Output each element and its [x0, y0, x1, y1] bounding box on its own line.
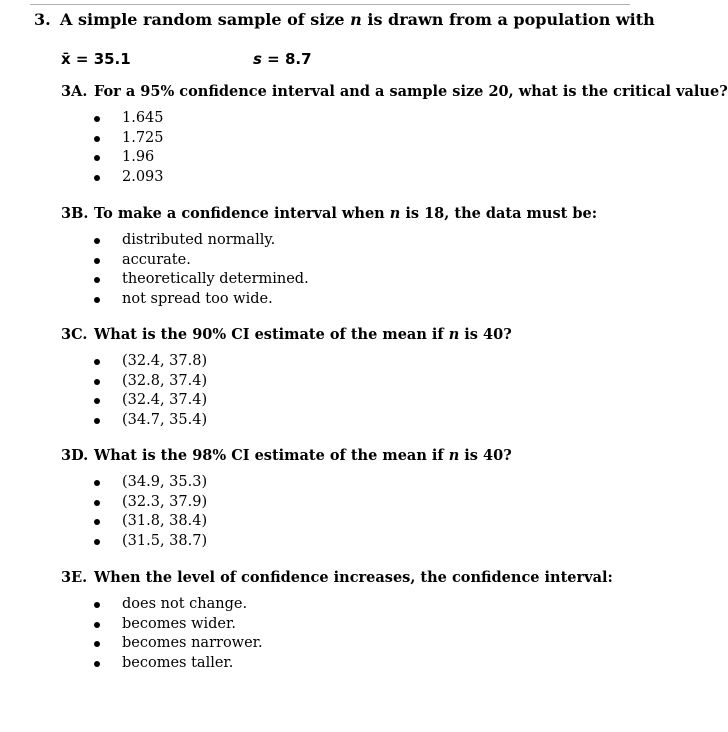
bullet-icon [94, 641, 100, 647]
part-text: To make a confidence interval when [94, 205, 390, 222]
option-text: 1.96 [122, 149, 155, 166]
bullet-icon [94, 175, 100, 181]
option-text: not spread too wide. [122, 291, 273, 308]
question-text-before: A simple random sample of size [60, 10, 351, 29]
part-3b-heading [61, 205, 597, 222]
bullet-icon [94, 519, 100, 525]
part-text-end: is 18, the data must be: [400, 205, 598, 222]
part-var: n [389, 205, 401, 222]
option-text: becomes narrower. [122, 635, 263, 652]
bullet-icon [94, 258, 100, 264]
option-text: becomes taller. [122, 655, 234, 672]
part-3e-heading [61, 569, 613, 586]
part-label: 3C. [61, 326, 88, 343]
bullet-icon [94, 602, 100, 608]
bullet-icon [94, 277, 100, 283]
option-text: does not change. [122, 596, 248, 612]
question-number: 3. [34, 10, 51, 29]
bullet-icon [94, 238, 100, 244]
bullet-icon [94, 379, 100, 385]
question-heading [34, 10, 655, 29]
option-text: 1.645 [122, 110, 164, 126]
option-text: theoretically determined. [122, 271, 309, 288]
option-text: accurate. [122, 251, 191, 268]
option-text: (32.4, 37.8) [122, 353, 208, 369]
sample-sd [253, 50, 312, 68]
bullet-icon [94, 622, 100, 628]
bullet-icon [94, 418, 100, 424]
option-text: (31.5, 38.7) [122, 533, 208, 550]
part-label: 3B. [61, 205, 89, 222]
bullet-icon [94, 136, 100, 142]
sd-symbol: s [253, 50, 262, 68]
part-3c-heading [61, 326, 512, 343]
part-3a-heading [61, 83, 728, 100]
bullet-icon [94, 500, 100, 506]
part-text-end: is 40? [459, 326, 512, 343]
option-text: 1.725 [122, 129, 164, 146]
part-label: 3A. [61, 83, 88, 100]
part-text: What is the 98% CI estimate of the mean if [94, 447, 449, 464]
bullet-icon [94, 661, 100, 667]
bullet-icon [94, 155, 100, 161]
option-text: (32.4, 37.4) [122, 392, 208, 409]
question-var: n [350, 10, 362, 29]
part-var: n [448, 447, 460, 464]
part-label: 3D. [61, 447, 89, 464]
bullet-icon [94, 297, 100, 303]
part-label: 3E. [61, 569, 88, 586]
bullet-icon [94, 480, 100, 486]
option-text: becomes wider. [122, 615, 236, 632]
question-text-after: is drawn from a population with [361, 10, 655, 29]
sd-value: = 8.7 [261, 50, 312, 68]
sample-mean: x̄ = 35.1 [61, 50, 131, 68]
top-rule [30, 4, 630, 5]
bullet-icon [94, 398, 100, 404]
option-text: 2.093 [122, 169, 164, 186]
option-text: (34.9, 35.3) [122, 474, 208, 490]
part-text-end: is 40? [459, 447, 512, 464]
bullet-icon [94, 116, 100, 122]
part-var: n [448, 326, 460, 343]
option-text: (31.8, 38.4) [122, 513, 208, 530]
part-text: When the level of confidence increases, the confidence interval: [94, 569, 613, 586]
bullet-icon [94, 359, 100, 365]
option-text: distributed normally. [122, 232, 276, 248]
part-text: For a 95% confidence interval and a sample size 20, what is the critical value? [94, 83, 728, 100]
bullet-icon [94, 539, 100, 545]
part-text: What is the 90% CI estimate of the mean if [94, 326, 449, 343]
option-text: (34.7, 35.4) [122, 412, 208, 429]
option-text: (32.8, 37.4) [122, 372, 208, 389]
part-3d-heading [61, 447, 512, 464]
option-text: (32.3, 37.9) [122, 493, 208, 510]
